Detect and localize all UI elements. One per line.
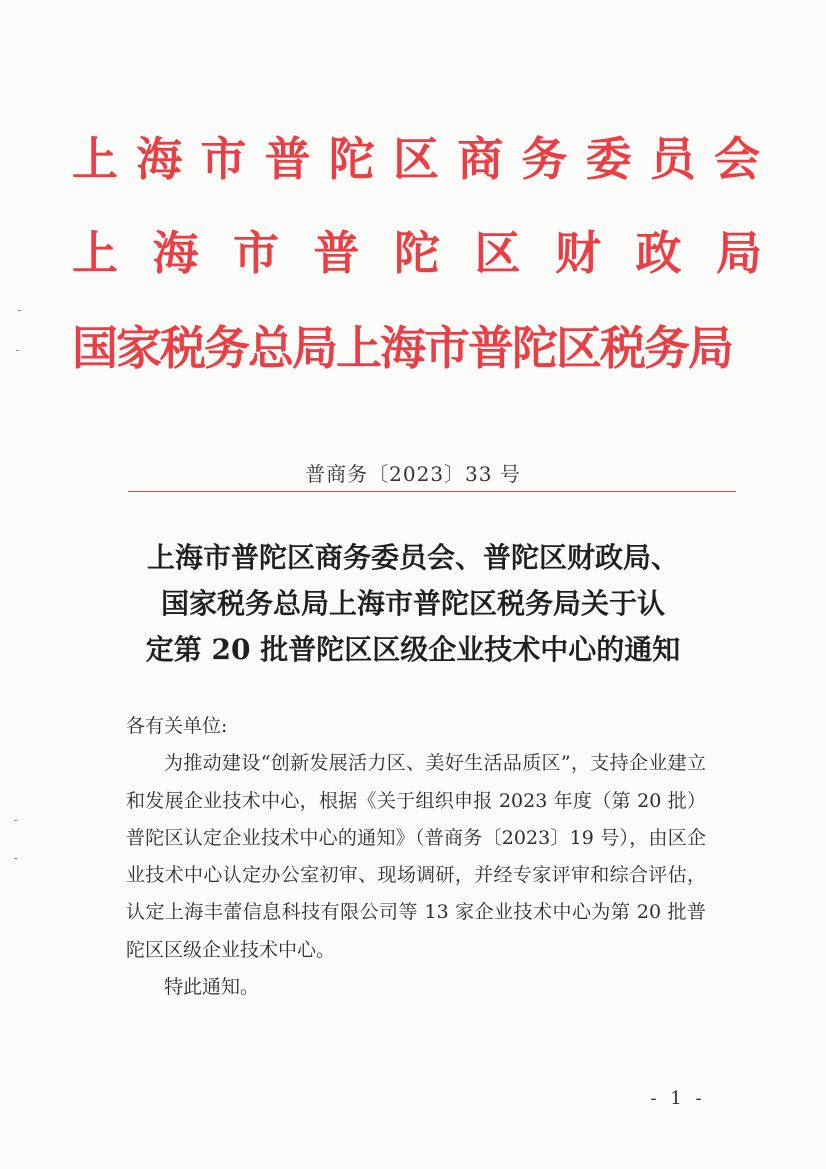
scan-speck: [14, 820, 17, 821]
body-paragraph: 为推动建设“创新发展活力区、美好生活品质区”，支持企业建立和发展企业技术中心，根据《关于组织申报 2023 年度（第 20 批）普陀区认定企业技术中心的通知》（普商务〔2023〕19 号），由区企业技术中心认定办公室初审、现场调研，并经专家评审和综合评估，认定上海丰蕾信息科技有限公司等 13 家企业技术中心为第 20 批普陀区区级企业技术中心。: [126, 752, 706, 961]
scan-speck: [14, 858, 17, 859]
letterhead-commerce-committee: 上海市普陀区商务委员会: [72, 132, 762, 186]
letterhead-tax-bureau: 国家税务总局上海市普陀区税务局: [72, 321, 732, 375]
closing-line: 特此通知。: [164, 976, 260, 999]
notice-title-line-3: 定第 20 批普陀区区级企业技术中心的通知: [145, 633, 681, 666]
notice-body: [126, 708, 706, 1006]
notice-title: [100, 535, 726, 673]
scan-speck: [18, 310, 21, 311]
scan-speck: [16, 350, 19, 351]
page-number: - 1 -: [650, 1088, 706, 1109]
letterhead-finance-bureau: 上海市普陀区财政局: [72, 226, 762, 280]
salutation: 各有关单位:: [126, 715, 228, 737]
notice-title-line-1: 上海市普陀区商务委员会、普陀区财政局、: [146, 541, 679, 574]
notice-title-line-2: 国家税务总局上海市普陀区税务局关于认: [160, 587, 665, 620]
red-divider-line: [128, 491, 736, 492]
document-number: 普商务〔2023〕33 号: [305, 462, 521, 486]
